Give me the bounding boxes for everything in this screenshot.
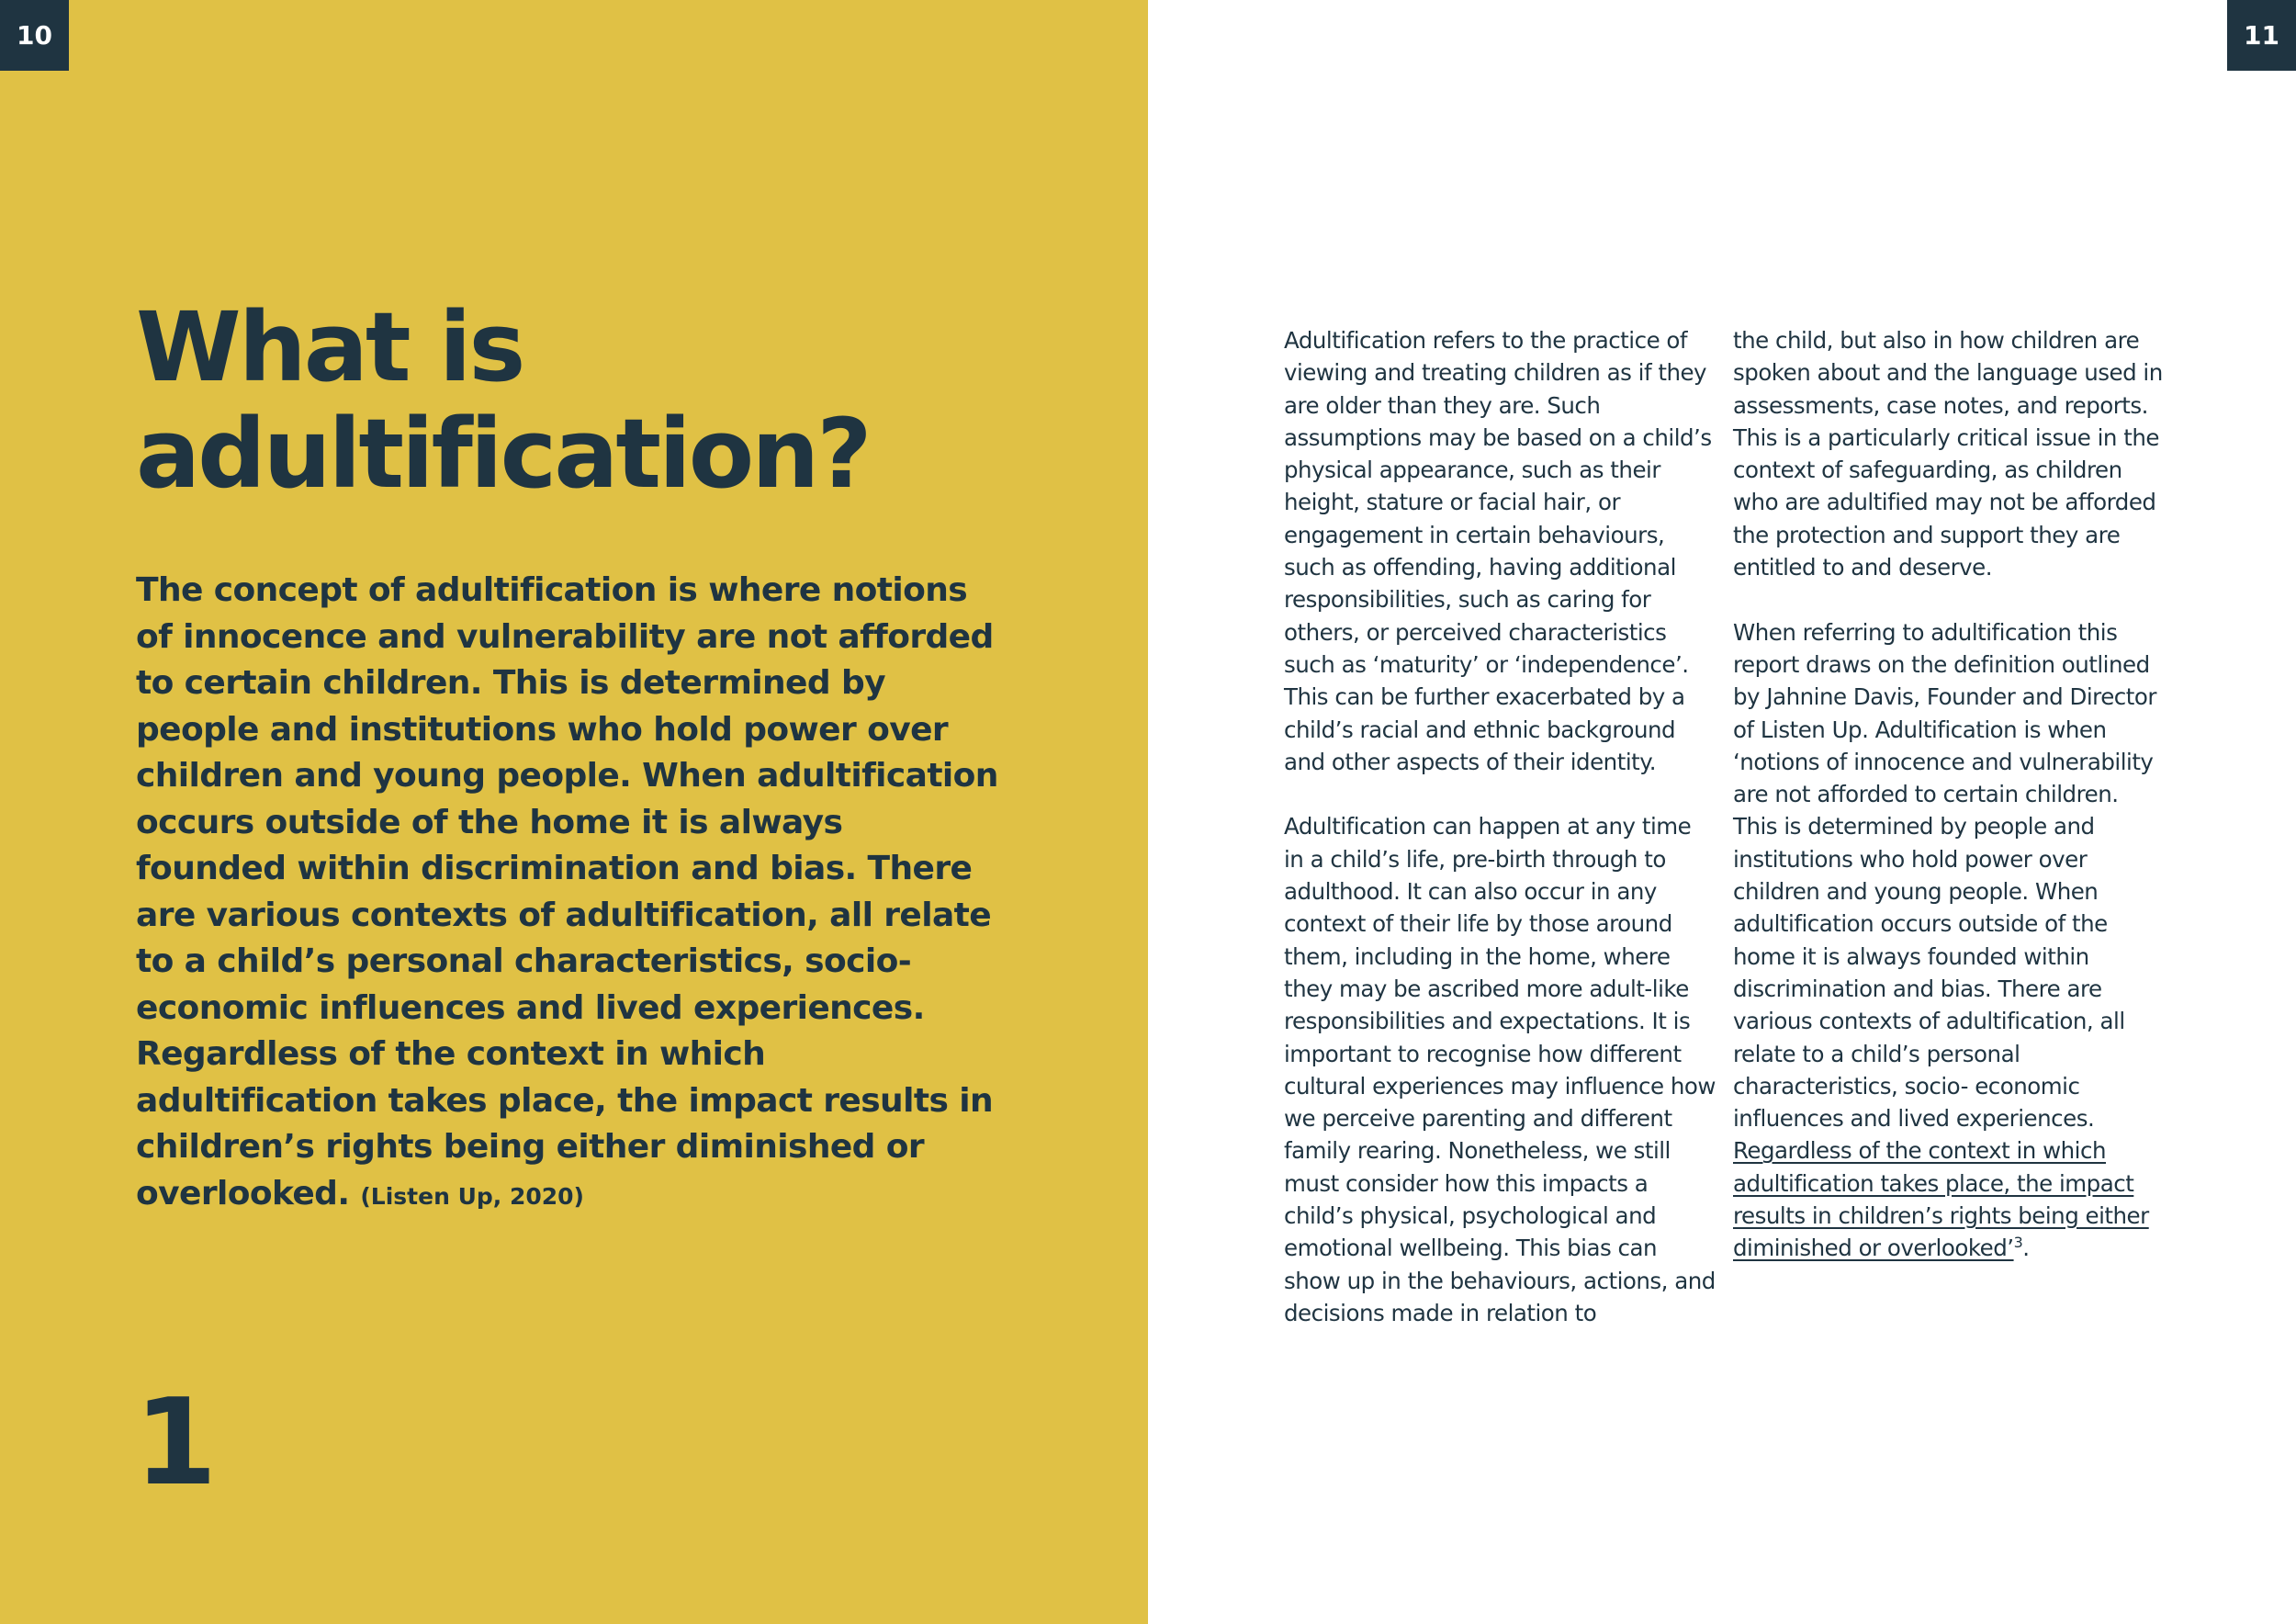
column1-paragraph-2: Adultification can happen at any time in a child’s life, pre-birth through to adulthood. It can also occur in any context of their life by those around them, including in the home, where they may be ascribed more adult-like responsibilities and expectations. It is important to recognise how different cultural experiences may influence how we perceive parenting and different family rearing. Nonetheless, we still must consider how this impacts a child’s physical, psychological and emotional wellbeing. This bias can show up in the behaviours, actions, and decisions made in relation to	[1284, 813, 1716, 1326]
definition-end: .	[2022, 1235, 2030, 1262]
intro-citation: (Listen Up, 2020)	[360, 1182, 584, 1210]
column2-paragraph-2	[1733, 616, 2165, 1265]
definition-underlined-quote: Regardless of the context in which adultification takes place, the impact results in children’s rights being either diminished or overlooked’	[1733, 1137, 2149, 1262]
column2-paragraph-1: the child, but also in how children are spoken about and the language used in assessments, case notes, and reports. This is a particularly critical issue in the context of safeguarding, as children who are adultified may not be afforded the protection and support they are entitled to and deserve.	[1733, 327, 2163, 581]
intro-text: The concept of adultification is where notions of innocence and vulnerability are not afforded to certain children. This is determined by people and institutions who hold power over children and young people. When adultification occurs outside of the home it is always founded within discrimination and bias. There are various contexts of adultification, all relate to a child’s personal characteristics, socio-economic influences and lived experiences. Regardless of the context in which adultification takes place, the impact results in children’s rights being either diminished or overlooked.	[136, 571, 998, 1212]
page-number-left: 10	[0, 0, 69, 71]
page-number-right: 11	[2227, 0, 2296, 71]
chapter-number: 1	[134, 1372, 218, 1512]
footnote-marker: 3	[2013, 1234, 2023, 1252]
title-line-1: What is	[136, 291, 523, 403]
body-column-2	[1733, 324, 2165, 1297]
intro-paragraph	[136, 568, 999, 1220]
column1-paragraph-1: Adultification refers to the practice of viewing and treating children as if they are older than they are. Such assumptions may be based on a child’s physical appearance, such as their height, stature or facial hair, or engagement in certain behaviours, such as offending, having additional responsibilities, such as caring for others, or perceived characteristics such as ‘maturity’ or ‘independence’. This can be further exacerbated by a child’s racial and ethnic background and other aspects of their identity.	[1284, 327, 1712, 775]
page-title	[136, 291, 1054, 510]
definition-lead: When referring to adultification this report draws on the definition outlined by Jahnine Davis, Founder and Director of Listen Up. Adultification is when ‘notions of innocence and vulnerability are not afforded to certain children. This is determined by people and institutions who hold power over children and young people. When adultification occurs outside of the home it is always founded within discrimination and bias. There are various contexts of adultification, all relate to a child’s personal characteristics, socio- economic influences and lived experiences.	[1733, 618, 2156, 1133]
title-line-2: adultification?	[136, 398, 870, 510]
body-column-1	[1284, 324, 1716, 1362]
